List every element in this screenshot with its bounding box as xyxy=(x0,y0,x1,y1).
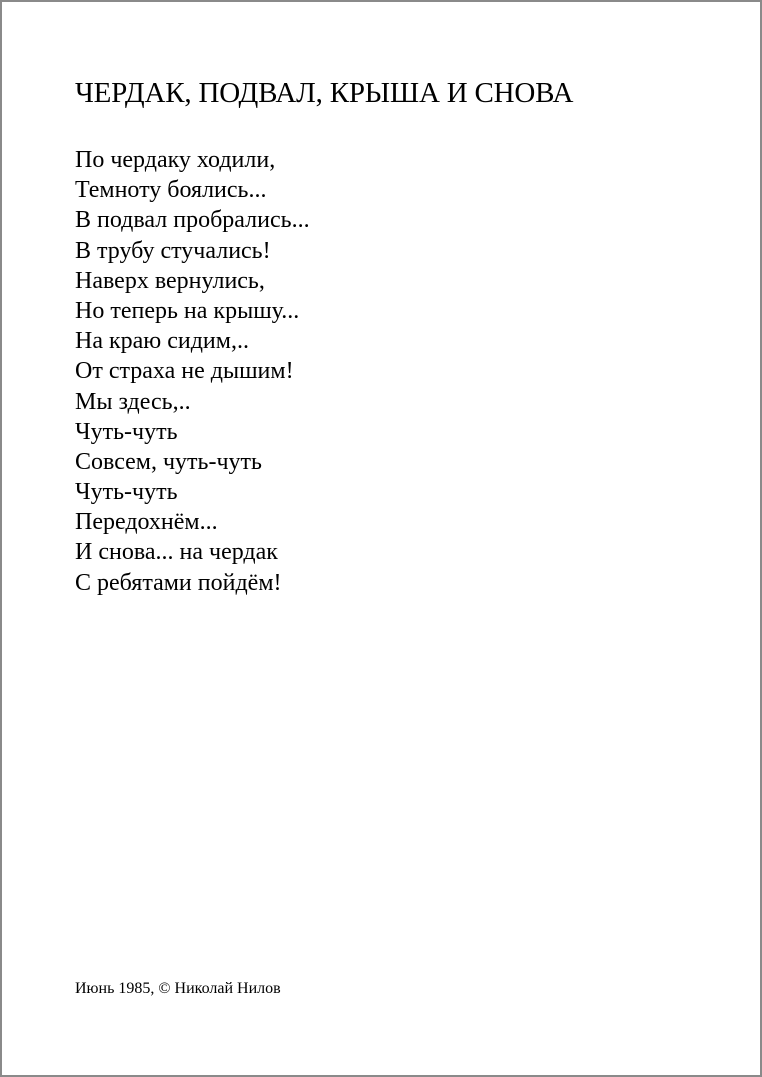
poem-line: И снова... на чердак xyxy=(75,539,278,566)
poem-line: В трубу стучались! xyxy=(75,237,271,264)
footer-copyright: Июнь 1985, © Николай Нилов xyxy=(75,980,281,997)
poem-line: От страха не дышим! xyxy=(75,358,294,385)
poem-line: По чердаку ходили, xyxy=(75,147,276,173)
poem-line: Передохнём... xyxy=(75,509,218,536)
poem-line: Чуть-чуть xyxy=(75,418,178,445)
poem-line: Темноту боялись... xyxy=(75,177,267,204)
poem-line: На краю сидим,.. xyxy=(75,328,249,355)
poem-line: Совсем, чуть-чуть xyxy=(75,448,262,475)
poem-title: ЧЕРДАК, ПОДВАЛ, КРЫША И СНОВА xyxy=(75,77,574,109)
poem-line: Наверх вернулись, xyxy=(75,267,265,294)
poem-line: Чуть-чуть xyxy=(75,479,178,506)
poem-line: Но теперь на крышу... xyxy=(75,297,300,324)
poem-body xyxy=(75,145,310,598)
poem-line: В подвал пробрались... xyxy=(75,207,310,234)
poem-line: Мы здесь,.. xyxy=(75,388,191,415)
poem-line: С ребятами пойдём! xyxy=(75,569,282,596)
